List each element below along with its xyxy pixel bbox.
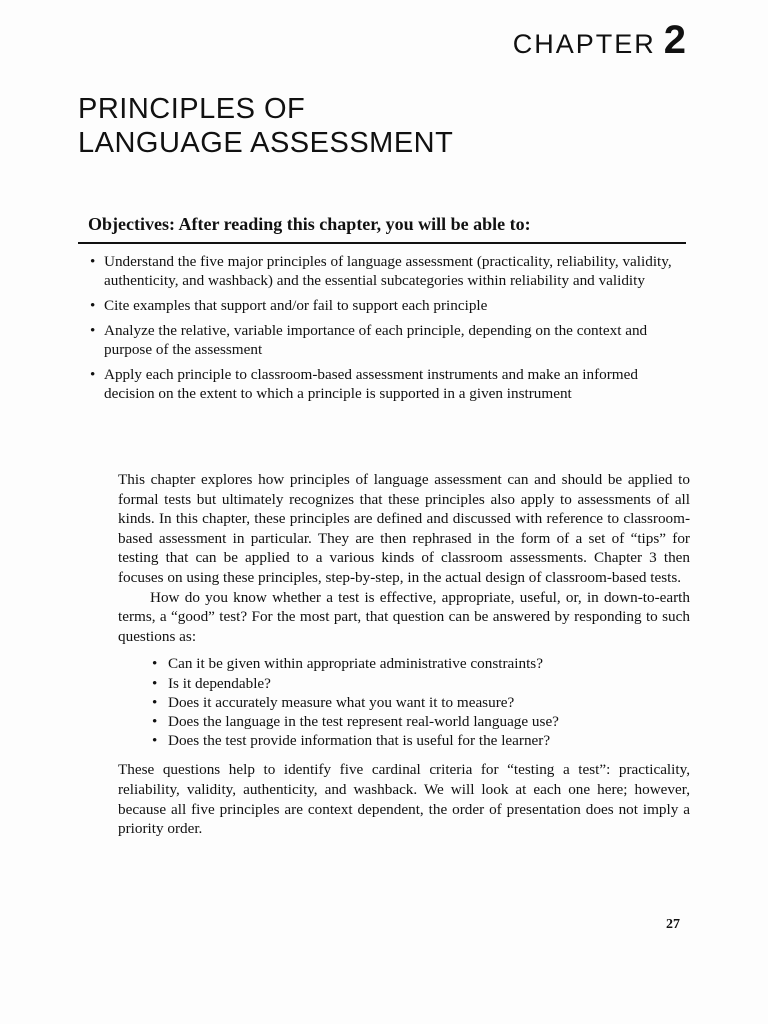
chapter-number: 2 bbox=[663, 18, 686, 62]
chapter-word: CHAPTER bbox=[512, 29, 656, 59]
question-item: • Can it be given within appropriate administrative constraints? bbox=[152, 654, 690, 673]
chapter-label bbox=[513, 18, 686, 63]
question-item: • Is it dependable? bbox=[152, 674, 690, 693]
paragraph-1: This chapter explores how principles of language assessment can and should be applied to formal tests but ultimately recognizes that these principles also apply to assessments of all kinds. In this chapter, these principles are defined and discussed with reference to classroom-based assessment in particular. They are then rephrased in the form of a set of “tips” for testing that can be applied to a various kinds of classroom assessments. Chapter 3 then focuses on using these principles, step-by-step, in the actual design of classroom-based tests. bbox=[118, 471, 690, 586]
body-text bbox=[118, 470, 690, 839]
page-number: 27 bbox=[666, 917, 680, 932]
question-item: • Does the test provide information that is useful for the learner? bbox=[152, 731, 690, 750]
objectives-heading: Objectives: After reading this chapter, you will be able to: bbox=[88, 214, 531, 234]
paragraph-2: How do you know whether a test is effective, appropriate, useful, or, in down-to-earth terms, a “good” test? For the most part, that question can be answered by responding to such questions as: bbox=[118, 588, 690, 645]
objective-item: • Apply each principle to classroom-based assessment instruments and make an informed decision on the extent to which a principle is supported in a given instrument bbox=[90, 365, 686, 403]
question-item: • Does the language in the test represent real-world language use? bbox=[152, 712, 690, 731]
objective-item: • Analyze the relative, variable importance of each principle, depending on the context and purpose of the assessment bbox=[90, 321, 686, 359]
objectives-rule bbox=[78, 242, 686, 244]
objective-item: • Cite examples that support and/or fail to support each principle bbox=[90, 296, 686, 315]
objectives-section bbox=[78, 212, 686, 409]
paragraph-3: These questions help to identify five cardinal criteria for “testing a test”: practicality, reliability, validity, authenticity, and washback. We will look at each one here; however, because all five principles are context dependent, the order of presentation does not imply a priority order. bbox=[118, 761, 690, 838]
objective-item: • Understand the five major principles of language assessment (practicality, reliability, validity, authenticity, and washback) and the essential subcategories within reliability and validity bbox=[90, 252, 686, 290]
chapter-title bbox=[78, 92, 678, 160]
questions-list bbox=[152, 654, 690, 750]
question-item: • Does it accurately measure what you want it to measure? bbox=[152, 693, 690, 712]
chapter-title-line-2: LANGUAGE ASSESSMENT bbox=[78, 127, 454, 159]
chapter-title-line-1: PRINCIPLES OF bbox=[78, 93, 306, 125]
objectives-list bbox=[78, 252, 686, 403]
